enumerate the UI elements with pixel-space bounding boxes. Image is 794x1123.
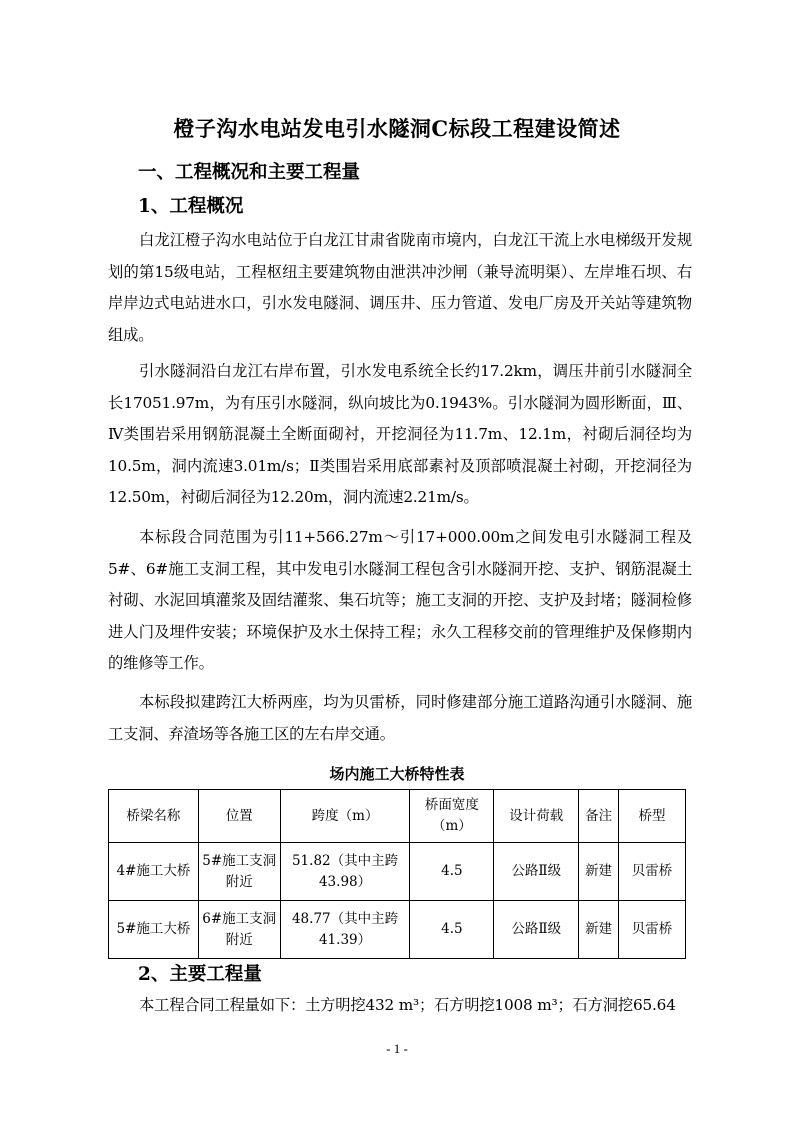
table-cell: 5#施工大桥 bbox=[109, 901, 199, 959]
page-number: - 1 - bbox=[386, 1041, 408, 1056]
table-cell: 4.5 bbox=[410, 901, 494, 959]
table-cell: 51.82（其中主跨43.98） bbox=[280, 843, 410, 901]
paragraph-quantities: 本工程合同工程量如下：土方明挖432 m³；石方明挖1008 m³；石方洞挖65.64 bbox=[139, 996, 676, 1014]
paragraph-contract-scope: 本标段合同范围为引11+566.27m～引17+000.00m之间发电引水隧洞工程及5#、6#施工支洞工程，其中发电引水隧洞工程包含引水隧洞开挖、支护、钢筋混凝土衬砌、水泥回填灌浆及固结灌浆、集石坑等；施工支洞的开挖、支护及封堵；隧洞检修进人门及埋件安装；环境保护及水土保持工程；永久工程移交前的管理维护及保修期内的维修等工作。 bbox=[108, 528, 692, 672]
table-header-row bbox=[109, 790, 686, 843]
table-header-cell: 桥面宽度（m） bbox=[410, 790, 494, 843]
table-cell: 公路Ⅱ级 bbox=[494, 901, 579, 959]
table-cell: 48.77（其中主跨41.39） bbox=[280, 901, 410, 959]
document-title: 橙子沟水电站发电引水隧洞C标段工程建设简述 bbox=[173, 116, 621, 141]
bridge-characteristics-table bbox=[108, 789, 686, 959]
table-cell: 公路Ⅱ级 bbox=[494, 843, 579, 901]
table-cell: 贝雷桥 bbox=[619, 843, 686, 901]
table-row bbox=[109, 901, 686, 959]
table-header-cell: 位置 bbox=[198, 790, 280, 843]
table-cell: 贝雷桥 bbox=[619, 901, 686, 959]
paragraph-tunnel-layout: 引水隧洞沿白龙江右岸布置，引水发电系统全长约17.2km，调压井前引水隧洞全长17051.97m，为有压引水隧洞，纵向坡比为0.1943%。引水隧洞为圆形断面，Ⅲ、Ⅳ类围岩采用钢筋混凝土全断面砌衬，开挖洞径为11.7m、12.1m，衬砌后洞径均为10.5m，洞内流速3.01m/s；Ⅱ类围岩采用底部素衬及顶部喷混凝土衬砌，开挖洞径为12.50m，衬砌后洞径为12.20m，洞内流速2.21m/s。 bbox=[108, 362, 692, 506]
table-cell: 新建 bbox=[579, 901, 619, 959]
subsection-heading-overview: 1、工程概况 bbox=[138, 196, 244, 217]
table-header-cell: 设计荷载 bbox=[494, 790, 579, 843]
table-header-cell: 跨度（m） bbox=[280, 790, 410, 843]
table-row bbox=[109, 843, 686, 901]
table-cell: 5#施工支洞附近 bbox=[198, 843, 280, 901]
table-header-cell: 桥梁名称 bbox=[109, 790, 199, 843]
table-cell: 6#施工支洞附近 bbox=[198, 901, 280, 959]
table-caption: 场内施工大桥特性表 bbox=[329, 765, 465, 783]
subsection-heading-quantities: 2、主要工程量 bbox=[138, 964, 262, 985]
paragraph-bridges: 本标段拟建跨江大桥两座，均为贝雷桥，同时修建部分施工道路沟通引水隧洞、施工支洞、弃渣场等各施工区的左右岸交通。 bbox=[108, 693, 692, 743]
table-header-cell: 桥型 bbox=[619, 790, 686, 843]
table-cell: 4.5 bbox=[410, 843, 494, 901]
table-header-cell: 备注 bbox=[579, 790, 619, 843]
paragraph-project-location: 白龙江橙子沟水电站位于白龙江甘肃省陇南市境内，白龙江干流上水电梯级开发规划的第15级电站，工程枢纽主要建筑物由泄洪冲沙闸（兼导流明渠）、左岸堆石坝、右岸岸边式电站进水口，引水发电隧洞、调压井、压力管道、发电厂房及开关站等建筑物组成。 bbox=[108, 231, 692, 344]
table-cell: 4#施工大桥 bbox=[109, 843, 199, 901]
table-cell: 新建 bbox=[579, 843, 619, 901]
section-heading-overview: 一、工程概况和主要工程量 bbox=[138, 162, 361, 183]
